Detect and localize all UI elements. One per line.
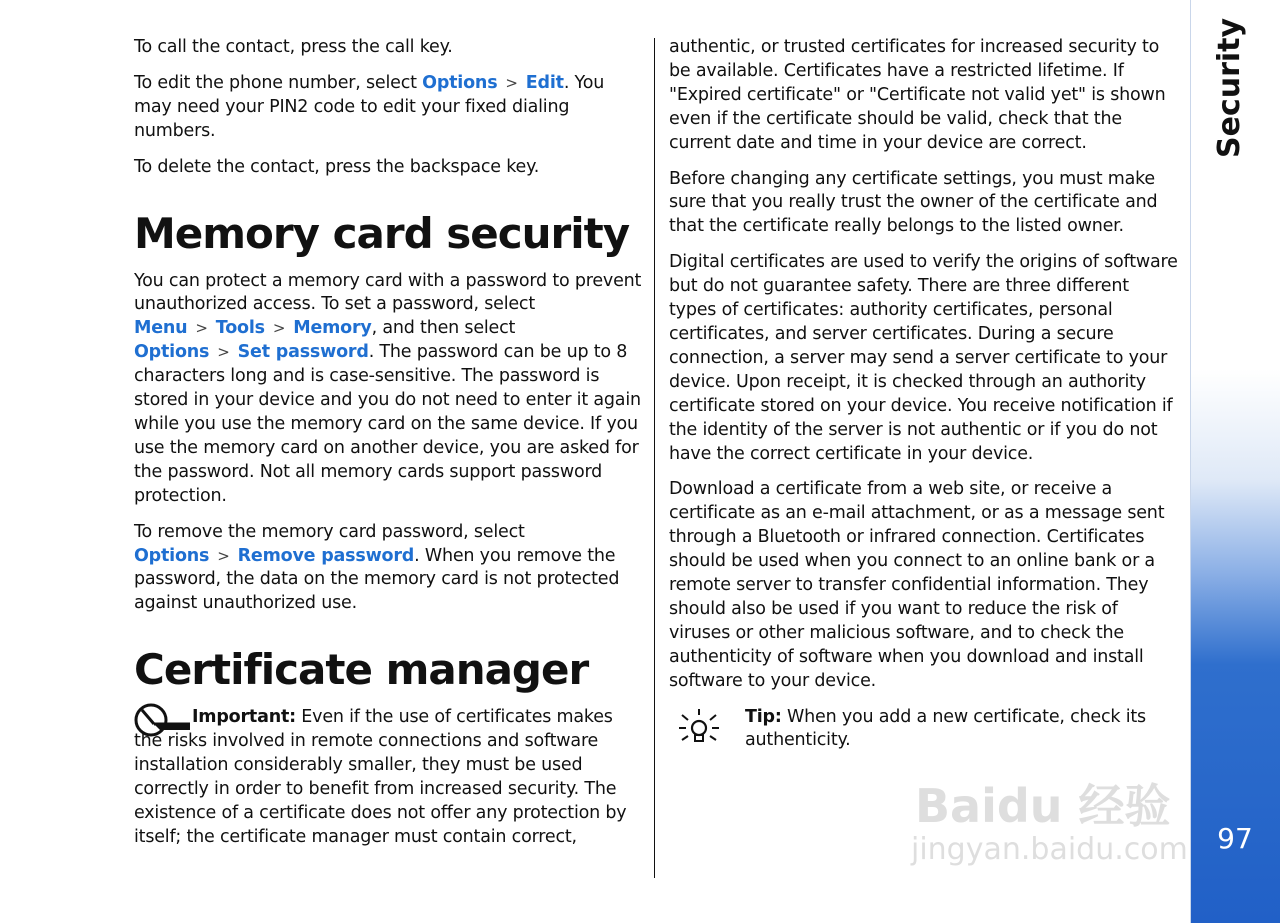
- certificate-download-paragraph: Download a certificate from a web site, or receive a certificate as an e-mail attachment, or as a message sent through a Bluetooth or infrared connection. Certificates should be used when you connect to an online bank or a remote server to transfer confidential information. They should also be used if you want to reduce the risk of viruses or other malicious software, and to check the authenticity of software when you download and install software to your device.: [669, 479, 1165, 691]
- delete-instruction: To delete the contact, press the backspace key.: [134, 156, 540, 177]
- tools-link[interactable]: Tools: [215, 318, 265, 339]
- important-icon: [134, 700, 194, 738]
- chevron-right-icon: >: [217, 546, 230, 565]
- chevron-right-icon: >: [195, 319, 208, 338]
- important-notice: [134, 706, 642, 849]
- menu-link[interactable]: Menu: [134, 318, 188, 339]
- memory-card-security-heading: Memory card security: [134, 208, 630, 258]
- baidu-watermark: [905, 770, 1195, 880]
- edit-text-pre: To edit the phone number, select: [134, 72, 423, 93]
- options-link[interactable]: Options: [422, 72, 498, 93]
- remove-password-link[interactable]: Remove password: [237, 545, 415, 566]
- certificate-validity-paragraph: authentic, or trusted certificates for increased security to be available. Certificates have a restricted lifetime. If "Expired certificate" or "Certificate not valid yet" is shown even if the certificate should be valid, check that the current date and time in your device are correct.: [669, 37, 1166, 153]
- edit-text-post: . You may need your PIN2 code to edit your fixed dialing numbers.: [134, 72, 605, 141]
- right-column: [669, 36, 1179, 765]
- edit-instruction: [134, 72, 642, 144]
- chevron-right-icon: >: [505, 73, 518, 92]
- lightbulb-icon: [677, 706, 721, 750]
- important-label: Important:: [192, 707, 296, 728]
- important-text: Even if the use of certificates makes the risks involved in remote connections and software installation considerably smaller, they must be used correctly in order to benefit from increased security. The existence of a certificate does not offer any protection by itself; the certificate manager must contain correct,: [134, 707, 627, 847]
- edit-link[interactable]: Edit: [525, 72, 564, 93]
- chevron-right-icon: >: [272, 319, 286, 338]
- remove-text-pre: To remove the memory card password, select: [134, 521, 525, 542]
- memory-link[interactable]: Memory: [293, 318, 372, 339]
- certificate-trust-paragraph: Before changing any certificate settings, you must make sure that you really trust the owner of the certificate and that the certificate really belongs to the listed owner.: [669, 168, 1158, 237]
- left-column: [134, 36, 642, 862]
- mem-text-post: . The password can be up to 8 characters long and is case-sensitive. The password is stored in your device and you do not need to enter it again while you use the memory card on the same device. If you use the memory card on another device, you are asked for the password. Not all memory cards support password protection.: [134, 342, 641, 506]
- certificate-manager-heading: Certificate manager: [134, 645, 589, 695]
- remove-password-paragraph: [134, 521, 642, 617]
- set-password-link[interactable]: Set password: [237, 342, 369, 363]
- call-instruction: To call the contact, press the call key.: [134, 37, 453, 57]
- tip-text: When you add a new certificate, check its authenticity.: [745, 706, 1146, 751]
- options-link[interactable]: Options: [134, 342, 210, 363]
- chevron-right-icon: >: [217, 343, 230, 362]
- certificate-types-paragraph: Digital certificates are used to verify the origins of software but do not guarantee safety. There are three different types of certificates: authority certificates, personal certificates, and server certificates. During a secure connection, a server may send a server certificate to your device. Upon receipt, it is checked through an authority certificate stored on your device. You receive notification if the identity of the server is not authentic or if you do not have the correct certificate in your device.: [669, 252, 1178, 464]
- memory-password-paragraph: [134, 270, 642, 509]
- column-divider: [654, 38, 655, 878]
- tip-label: Tip:: [745, 706, 782, 727]
- mem-text-pre: You can protect a memory card with a password to prevent unauthorized access. To set a password, select: [134, 270, 642, 315]
- options-link[interactable]: Options: [134, 545, 210, 566]
- page-number: 97: [1217, 822, 1253, 855]
- watermark-logo-text: Baidu 经验: [915, 779, 1171, 833]
- mem-text-mid: , and then select: [371, 318, 516, 339]
- tip-box: [669, 706, 1179, 754]
- section-title: Security: [1212, 17, 1247, 158]
- watermark-url: jingyan.baidu.com: [911, 832, 1188, 867]
- remove-text-post: . When you remove the password, the data on the memory card is not protected against unauthorized use.: [134, 545, 620, 614]
